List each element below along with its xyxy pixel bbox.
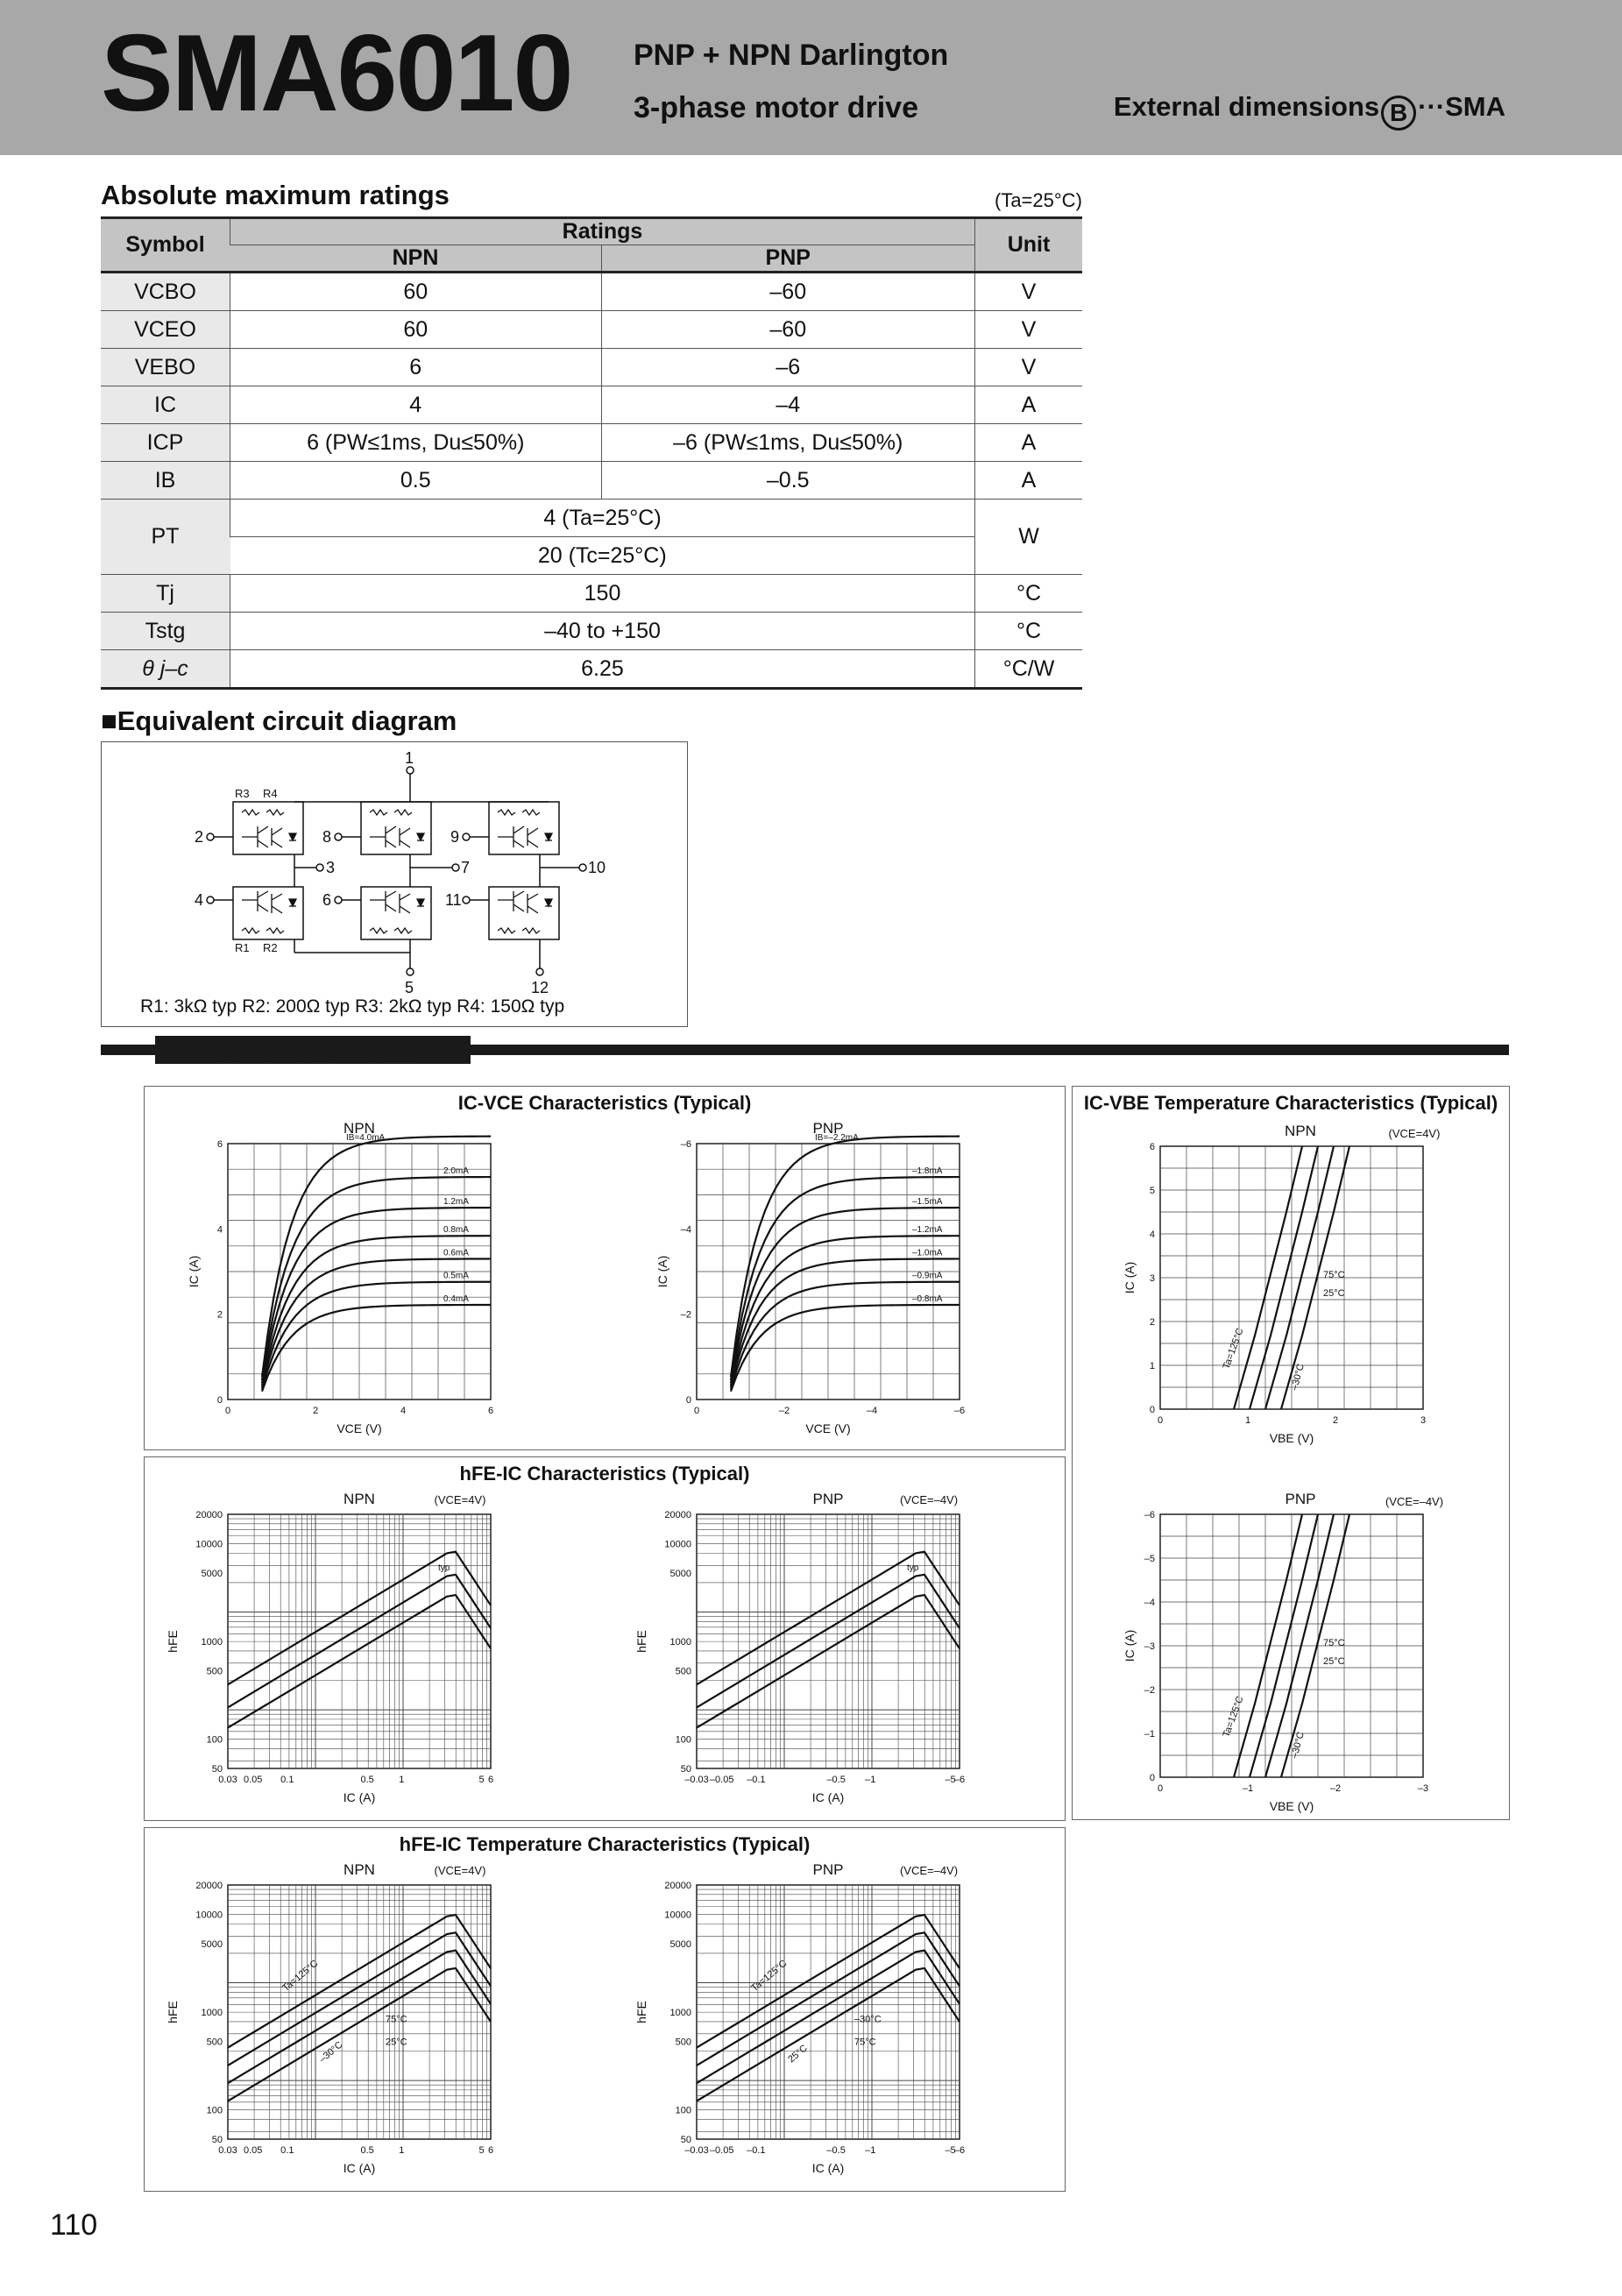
curve-label: –30°C xyxy=(854,2014,882,2025)
tick-label: 6 xyxy=(1149,1142,1155,1152)
row-unit: °C/W xyxy=(975,650,1083,689)
plot-condition: (VCE=4V) xyxy=(434,1493,486,1506)
tick-label: 0.1 xyxy=(280,1775,294,1785)
curve-label: 75°C xyxy=(1323,1638,1345,1648)
tick-label: –0.5 xyxy=(826,2145,846,2156)
row-value: 6.25 xyxy=(230,650,975,689)
tick-label: 0 xyxy=(1149,1405,1155,1415)
tick-label: 1000 xyxy=(669,2008,691,2018)
row-npn: 6 xyxy=(230,349,602,386)
tick-label: 5 xyxy=(1149,1186,1155,1196)
tick-label: –4 xyxy=(680,1224,691,1236)
row-unit: W xyxy=(975,500,1083,575)
series-curve xyxy=(697,1915,960,2048)
curve-label: Ta=125°C xyxy=(749,1958,790,1995)
plot-condition: (VCE=4V) xyxy=(1388,1127,1441,1140)
row-symbol: ICP xyxy=(101,424,230,462)
tick-label: –6 xyxy=(1144,1510,1155,1520)
curve-label: 1.2mA xyxy=(443,1197,469,1207)
curve-label: –30°C xyxy=(1289,1731,1307,1760)
tick-label: 50 xyxy=(211,1764,223,1775)
amr-title: Absolute maximum ratings xyxy=(101,180,450,210)
y-axis-label: IC (A) xyxy=(1123,1261,1137,1294)
row-pnp: –60 xyxy=(601,273,975,311)
tick-label: 20000 xyxy=(664,1881,691,1891)
pin-label: 8 xyxy=(322,828,332,846)
resistor-note: R1: 3kΩ typ R2: 200Ω typ R3: 2kΩ typ R4: 150Ω typ xyxy=(140,996,565,1017)
tick-label: 5 xyxy=(478,2145,485,2156)
curve-label: IB=–2.2mA xyxy=(815,1132,859,1143)
tick-label: 3 xyxy=(1149,1273,1155,1284)
tick-label: 6 xyxy=(487,1775,494,1785)
tick-label: –0.5 xyxy=(826,1775,846,1785)
panel-title: hFE-IC Characteristics (Typical) xyxy=(459,1463,750,1485)
darlington-symbol xyxy=(498,891,552,933)
plot-subtitle: PNP xyxy=(1285,1491,1316,1507)
tick-label: 20000 xyxy=(664,1510,691,1520)
tick-label: 5 xyxy=(478,1775,485,1785)
table-row xyxy=(101,575,1082,613)
series-curve xyxy=(228,1951,491,2084)
transistor-block xyxy=(233,887,303,939)
row-symbol: VCBO xyxy=(101,273,230,311)
row-symbol: IB xyxy=(101,462,230,500)
tick-label: –0.05 xyxy=(709,2145,734,2156)
x-axis-label: VBE (V) xyxy=(1269,1799,1314,1813)
plot-subtitle: NPN xyxy=(1285,1123,1316,1139)
tick-label: 6 xyxy=(216,1139,223,1150)
row-unit: V xyxy=(975,273,1083,311)
header-band xyxy=(0,0,1622,155)
chart-ic-vce xyxy=(145,1087,1065,1449)
y-axis-label: IC (A) xyxy=(655,1255,669,1288)
row-value: 4 (Ta=25°C) xyxy=(230,500,975,537)
row-unit: °C xyxy=(975,575,1083,613)
tick-label: –3 xyxy=(1417,1783,1429,1794)
curve-label: Ta=125°C xyxy=(1221,1695,1246,1740)
panel-ic-vce xyxy=(144,1086,1066,1450)
y-axis-label: IC (A) xyxy=(187,1255,201,1288)
transistor-block xyxy=(489,802,559,854)
pin-label: 5 xyxy=(405,979,414,996)
ext-dim-suffix: ···SMA xyxy=(1418,91,1505,122)
row-symbol: VEBO xyxy=(101,349,230,386)
device-type: PNP + NPN Darlington xyxy=(634,39,949,72)
tick-label: 100 xyxy=(675,2105,691,2116)
tick-label: 4 xyxy=(1149,1229,1155,1240)
pin-label: 10 xyxy=(588,859,606,876)
plot-subtitle: NPN xyxy=(344,1120,375,1137)
pin-node xyxy=(407,767,414,774)
panel-title: IC-VBE Temperature Characteristics (Typical) xyxy=(1083,1092,1498,1114)
tick-label: –0.1 xyxy=(747,2145,766,2156)
tick-label: 2 xyxy=(312,1406,319,1416)
series-curve xyxy=(697,1951,960,2084)
plot-condition: (VCE=–4V) xyxy=(1385,1495,1444,1508)
row-symbol: Tj xyxy=(101,575,230,613)
col-pnp: PNP xyxy=(601,245,975,273)
panel-hfe-ic xyxy=(144,1456,1066,1821)
tick-label: 20000 xyxy=(195,1510,223,1520)
plot-condition: (VCE=–4V) xyxy=(899,1864,959,1877)
plot-subtitle: PNP xyxy=(812,1120,844,1137)
y-axis-label: hFE xyxy=(634,2001,648,2023)
panel-title: hFE-IC Temperature Characteristics (Typical) xyxy=(399,1833,811,1855)
tick-label: 5000 xyxy=(201,1938,223,1950)
pin-label: 2 xyxy=(195,828,204,846)
y-axis-label: hFE xyxy=(634,1630,648,1653)
col-npn: NPN xyxy=(230,245,602,273)
amr-table xyxy=(101,216,1082,690)
tick-label: 50 xyxy=(680,1764,691,1775)
plot-subtitle: NPN xyxy=(344,1861,375,1878)
curve-label: 75°C xyxy=(1323,1270,1345,1280)
tick-label: 1000 xyxy=(669,1637,691,1648)
tick-label: 500 xyxy=(206,2037,223,2048)
ext-dim-code: B xyxy=(1381,96,1416,131)
plot-subtitle: PNP xyxy=(812,1491,844,1507)
curve-label: 0.4mA xyxy=(443,1293,469,1304)
x-axis-label: IC (A) xyxy=(811,1790,845,1804)
tick-label: 5000 xyxy=(201,1568,223,1579)
circuit-svg xyxy=(102,742,687,1026)
transistor-block xyxy=(489,887,559,939)
row-npn: 4 xyxy=(230,386,602,424)
col-symbol: Symbol xyxy=(101,218,230,273)
table-row xyxy=(101,273,1082,311)
curve-label: IB=4.0mA xyxy=(346,1132,386,1143)
tick-label: 6 xyxy=(487,2145,494,2156)
row-symbol: Tstg xyxy=(101,613,230,650)
series-curve xyxy=(228,1552,491,1685)
tick-label: –1 xyxy=(1242,1783,1254,1794)
curve-label: 75°C xyxy=(854,2037,876,2048)
plot-subtitle: NPN xyxy=(344,1491,375,1507)
tick-label: –2 xyxy=(680,1309,691,1321)
darlington-symbol xyxy=(370,810,424,847)
curve-label: –30°C xyxy=(317,2039,345,2066)
series-curve xyxy=(228,1915,491,2048)
tick-label: 5000 xyxy=(669,1938,691,1950)
pin-label: 6 xyxy=(322,891,332,909)
tick-label: –6 xyxy=(953,1406,966,1416)
resistor-label: R2 xyxy=(263,941,278,954)
row-symbol: θ j–c xyxy=(101,650,230,689)
transistor-block xyxy=(361,887,431,939)
row-symbol: IC xyxy=(101,386,230,424)
series-curve xyxy=(697,1552,960,1685)
tick-label: 1 xyxy=(399,1775,405,1785)
tick-label: –0.05 xyxy=(709,1775,734,1785)
amr-condition: (Ta=25°C) xyxy=(995,189,1082,211)
table-row xyxy=(101,462,1082,500)
tick-label: 0.05 xyxy=(243,2145,263,2156)
x-axis-label: IC (A) xyxy=(343,2161,376,2175)
series-curve xyxy=(228,1575,491,1708)
row-pnp: –0.5 xyxy=(601,462,975,500)
table-row xyxy=(101,311,1082,349)
curve-label: typ xyxy=(907,1563,919,1573)
tick-label: 2 xyxy=(1332,1415,1339,1426)
curve-label: 25°C xyxy=(1323,1656,1345,1667)
col-ratings: Ratings xyxy=(230,218,975,245)
series-curve xyxy=(697,1932,960,2066)
tick-label: 0 xyxy=(693,1406,700,1416)
tick-label: 0.03 xyxy=(218,1775,237,1785)
row-symbol: PT xyxy=(101,500,230,575)
tick-label: 2 xyxy=(216,1309,223,1321)
plot-condition: (VCE=4V) xyxy=(434,1864,486,1877)
tick-label: 100 xyxy=(675,1734,691,1746)
row-value: 150 xyxy=(230,575,975,613)
row-value: –40 to +150 xyxy=(230,613,975,650)
pin-label: 11 xyxy=(445,891,462,909)
pin-label: 1 xyxy=(405,749,414,767)
panel-title: IC-VCE Characteristics (Typical) xyxy=(457,1092,752,1114)
row-symbol: VCEO xyxy=(101,311,230,349)
curve-label: –1.0mA xyxy=(912,1248,943,1258)
curve-label: 0.5mA xyxy=(443,1271,469,1281)
tick-label: –6 xyxy=(680,1139,691,1150)
tick-label: 0 xyxy=(685,1395,691,1406)
curve-label: –0.9mA xyxy=(912,1271,943,1281)
resistor-label: R3 xyxy=(235,787,250,800)
transistor-block xyxy=(233,802,303,854)
tick-label: –1 xyxy=(1144,1729,1155,1740)
tick-label: 10000 xyxy=(195,1539,223,1550)
row-value: 20 (Tc=25°C) xyxy=(230,537,975,575)
y-axis-label: hFE xyxy=(166,2001,180,2023)
resistor-label: R4 xyxy=(263,787,278,800)
resistor-label: R1 xyxy=(235,941,250,954)
row-unit: A xyxy=(975,424,1083,462)
tick-label: 500 xyxy=(675,1666,691,1677)
x-axis-label: VCE (V) xyxy=(805,1421,851,1435)
curve-label: 25°C xyxy=(1323,1288,1345,1299)
tick-label: –2 xyxy=(778,1406,790,1416)
series-curve xyxy=(697,1968,960,2101)
curve-label: –0.8mA xyxy=(912,1293,943,1304)
x-axis-label: IC (A) xyxy=(343,1790,376,1804)
tick-label: 10000 xyxy=(195,1910,223,1921)
row-pnp: –4 xyxy=(601,386,975,424)
series-curve xyxy=(228,1932,491,2066)
tick-label: –0.03 xyxy=(684,2145,709,2156)
tick-label: –2 xyxy=(1329,1783,1342,1794)
series-curve xyxy=(697,1575,960,1708)
pin-label: 3 xyxy=(326,859,336,876)
tick-label: 4 xyxy=(216,1224,223,1236)
part-number: SMA6010 xyxy=(101,13,572,134)
col-unit: Unit xyxy=(975,218,1083,273)
tick-label: –5 xyxy=(1144,1554,1155,1564)
tick-label: –1 xyxy=(865,1775,876,1785)
tick-label: –4 xyxy=(866,1406,878,1416)
tick-label: 10000 xyxy=(664,1539,691,1550)
darlington-symbol xyxy=(370,891,424,933)
curve-label: Ta=125°C xyxy=(1221,1327,1246,1371)
curve-label: 25°C xyxy=(786,2043,810,2066)
tick-label: 500 xyxy=(206,1666,223,1677)
tick-label: 0.1 xyxy=(280,2145,294,2156)
table-row xyxy=(101,349,1082,386)
panel-hfe-ic-temp xyxy=(144,1827,1066,2192)
row-unit: V xyxy=(975,349,1083,386)
tick-label: 0 xyxy=(1157,1783,1164,1794)
tick-label: 0.5 xyxy=(360,1775,374,1785)
tick-label: 0.5 xyxy=(360,2145,374,2156)
x-axis-label: VCE (V) xyxy=(336,1421,382,1435)
curve-label: 0.8mA xyxy=(443,1225,469,1236)
darlington-symbol xyxy=(498,810,552,847)
tick-label: 1000 xyxy=(201,1637,223,1648)
ext-dim-label: External dimensions xyxy=(1113,91,1380,122)
tick-label: –2 xyxy=(1144,1685,1155,1696)
transistor-block xyxy=(361,802,431,854)
chart-hfe-ic-temp xyxy=(145,1828,1065,2191)
chart-hfe-ic xyxy=(145,1457,1065,1820)
tick-label: 1000 xyxy=(201,2008,223,2018)
tick-label: –6 xyxy=(953,1775,966,1785)
tick-label: 6 xyxy=(487,1406,494,1416)
y-axis-label: IC (A) xyxy=(1123,1629,1137,1662)
row-unit: V xyxy=(975,311,1083,349)
darlington-symbol xyxy=(242,891,296,933)
tick-label: 0 xyxy=(216,1395,223,1406)
curve-label: Ta=125°C xyxy=(280,1958,321,1995)
table-row xyxy=(101,650,1082,689)
row-pnp: –6 xyxy=(601,349,975,386)
curve-label: –30°C xyxy=(1289,1363,1307,1392)
series-curve xyxy=(228,1968,491,2101)
pin-label: 12 xyxy=(531,979,549,996)
row-unit: °C xyxy=(975,613,1083,650)
row-npn: 0.5 xyxy=(230,462,602,500)
tick-label: 500 xyxy=(675,2037,691,2048)
circuit-title: ■Equivalent circuit diagram xyxy=(101,705,457,736)
tick-label: 4 xyxy=(400,1406,407,1416)
table-row xyxy=(101,500,1082,537)
external-dimensions xyxy=(1114,91,1505,131)
tick-label: 1 xyxy=(399,2145,405,2156)
row-unit: A xyxy=(975,462,1083,500)
section-title: Characteristic curves xyxy=(155,1036,471,1064)
pin-label: 7 xyxy=(461,859,471,876)
table-row xyxy=(101,424,1082,462)
table-row xyxy=(101,613,1082,650)
row-npn: 60 xyxy=(230,311,602,349)
table-row xyxy=(101,386,1082,424)
darlington-symbol xyxy=(242,810,296,847)
tick-label: –0.03 xyxy=(684,1775,709,1785)
tick-label: 20000 xyxy=(195,1881,223,1891)
pin-label: 9 xyxy=(450,828,460,846)
circuit-diagram xyxy=(101,741,688,1027)
x-axis-label: IC (A) xyxy=(811,2161,845,2175)
tick-label: –3 xyxy=(1144,1641,1155,1652)
tick-label: 1 xyxy=(1149,1361,1155,1371)
curve-label: –1.8mA xyxy=(912,1166,943,1176)
row-npn: 6 (PW≤1ms, Du≤50%) xyxy=(230,424,602,462)
tick-label: 100 xyxy=(206,1734,223,1746)
tick-label: 0.03 xyxy=(218,2145,237,2156)
curve-label: –1.2mA xyxy=(912,1225,943,1236)
tick-label: –4 xyxy=(1144,1598,1155,1608)
pin-label: 4 xyxy=(195,891,204,909)
tick-label: 50 xyxy=(211,2135,223,2145)
tick-label: 5000 xyxy=(669,1568,691,1579)
tick-label: –6 xyxy=(953,2145,966,2156)
row-npn: 60 xyxy=(230,273,602,311)
page-number: 110 xyxy=(50,2208,98,2242)
x-axis-label: VBE (V) xyxy=(1269,1431,1314,1445)
y-axis-label: hFE xyxy=(166,1630,180,1653)
tick-label: 2 xyxy=(1149,1317,1155,1328)
tick-label: 0 xyxy=(1157,1415,1164,1426)
table-row xyxy=(101,537,1082,575)
curve-label: 25°C xyxy=(386,2037,407,2048)
curve-label: 0.6mA xyxy=(443,1248,469,1258)
row-pnp: –60 xyxy=(601,311,975,349)
tick-label: 3 xyxy=(1420,1415,1427,1426)
tick-label: 0 xyxy=(224,1406,231,1416)
plot-condition: (VCE=–4V) xyxy=(899,1493,959,1506)
row-unit: A xyxy=(975,386,1083,424)
tick-label: –0.1 xyxy=(747,1775,766,1785)
tick-label: –5 xyxy=(945,2145,956,2156)
plot-subtitle: PNP xyxy=(812,1861,844,1878)
tick-label: –5 xyxy=(945,1775,956,1785)
row-pnp: –6 (PW≤1ms, Du≤50%) xyxy=(601,424,975,462)
panel-ic-vbe xyxy=(1072,1086,1510,1820)
tick-label: –1 xyxy=(865,2145,876,2156)
chart-ic-vbe xyxy=(1073,1087,1509,1819)
tick-label: 100 xyxy=(206,2105,223,2116)
curve-label: –1.5mA xyxy=(912,1197,943,1207)
tick-label: 1 xyxy=(1244,1415,1251,1426)
curve-label: 2.0mA xyxy=(443,1166,469,1176)
curve-label: typ xyxy=(438,1563,450,1573)
tick-label: 0.05 xyxy=(243,1775,263,1785)
tick-label: 50 xyxy=(680,2135,691,2145)
tick-label: 0 xyxy=(1149,1773,1155,1783)
curve-label: 75°C xyxy=(386,2014,407,2025)
device-application: 3-phase motor drive xyxy=(634,91,918,124)
tick-label: 10000 xyxy=(664,1910,691,1921)
